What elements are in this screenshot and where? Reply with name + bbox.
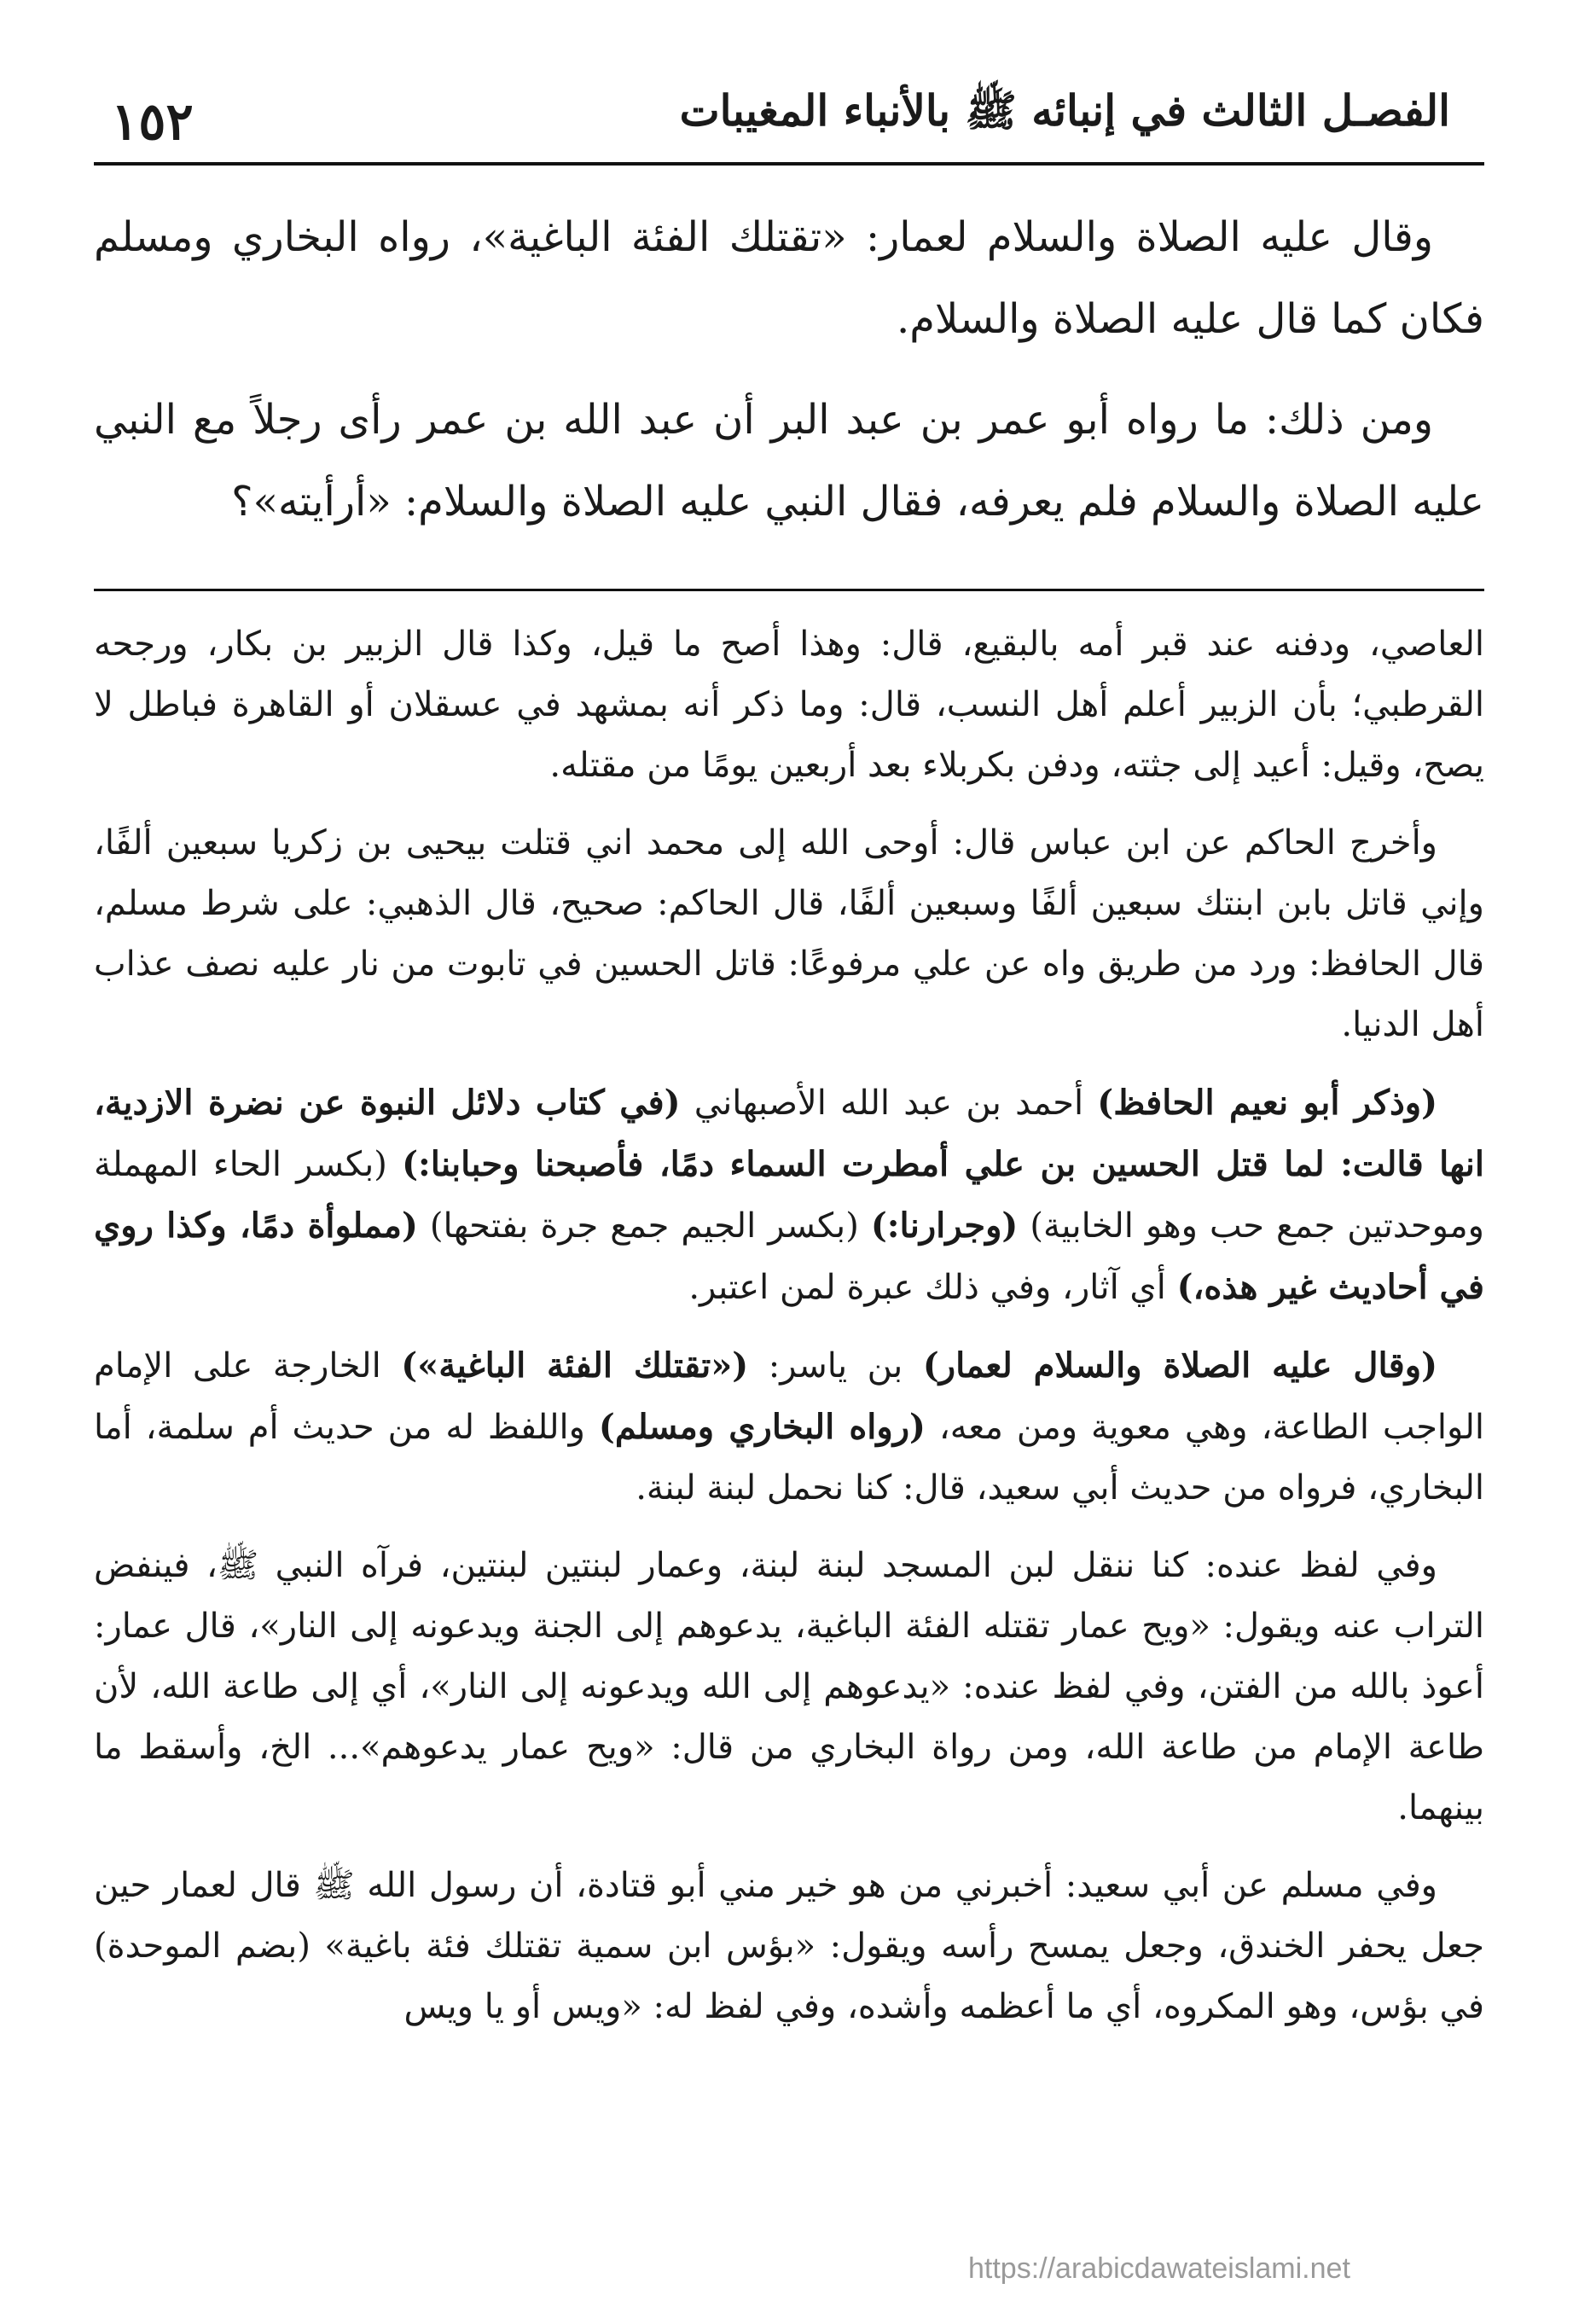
plain-text: الخارجة على الإمام الواجب الطاعة، وهي معوية ومن معه، [94, 1346, 1485, 1447]
plain-text: (بكسر الجيم جمع جرة بفتحها) [417, 1206, 871, 1246]
website-watermark: https://arabicdawateislami.net [968, 2252, 1350, 2285]
plain-text: أي آثار، وفي ذلك عبرة لمن اعتبر. [688, 1268, 1177, 1307]
commentary-paragraph-1: العاصي، ودفنه عند قبر أمه بالبقيع، قال: وهذا أصح ما قيل، وكذا قال الزبير بن بكار، ورجحه القرطبي؛ بأن الزبير أعلم أهل النسب، قال: وما ذكر أنه بمشهد في عسقلان أو القاهرة فباطل لا يصح، وقيل: أعيد إلى جثته، ودفن بكربلاء بعد أربعين يومًا من مقتله. [94, 625, 1484, 785]
plain-text: (بكسر الحاء المهملة وموحدتين جمع حب وهو الخابية) [94, 1145, 1484, 1246]
commentary-paragraph-5: وفي لفظ عنده: كنا ننقل لبن المسجد لبنة لبنة، وعمار لبنتين لبنتين، فرآه النبي ﷺ، فينفض التراب عنه ويقول: «ويح عمار تقتله الفئة الباغية، يدعوهم إلى الجنة ويدعونه إلى النار»، قال عمار: أعوذ بالله من الفتن، وفي لفظ عنده: «يدعوهم إلى الله ويدعونه إلى النار»، أي إلى طاعة الله، لأن طاعة الإمام من طاعة الله، ومن رواة البخاري من قال: «ويح عمار يدعوهم»... الخ، وأسقط ما بينهما. [94, 1546, 1485, 1827]
bold-quote: (وجرارنا:) [870, 1206, 1019, 1246]
main-paragraph-2: ومن ذلك: ما رواه أبو عمر بن عبد البر أن عبد الله بن عمر رأى رجلاً مع النبي عليه الصلاة والسلام فلم يعرفه، فقال النبي عليه الصلاة والسلام: «أرأيته»؟ [94, 396, 1484, 526]
bold-quote: (مملوأة دمًا، وكذا روي في أحاديث غير هذه،) [94, 1206, 1484, 1307]
main-paragraph-1: وقال عليه الصلاة والسلام لعمار: «تقتلك الفئة الباغية»، رواه البخاري ومسلم فكان كما قال عليه الصلاة والسلام. [94, 213, 1484, 343]
footnote-divider [94, 589, 1484, 591]
bold-quote: (رواه البخاري ومسلم) [598, 1407, 926, 1447]
plain-text: بن ياسر: [748, 1346, 923, 1386]
page-header [94, 68, 1484, 166]
commentary-paragraph-4 [94, 1335, 1484, 1519]
bold-quote: (في كتاب دلائل النبوة عن نضرة الازدية، انها قالت: لما قتل الحسين بن علي أمطرت السماء دمًا، فأصبحنا وحبابنا:) [94, 1083, 1484, 1184]
bold-quote: (وقال عليه الصلاة والسلام لعمار) [922, 1345, 1437, 1386]
bold-quote: (وذكر أبو نعيم الحافظ) [1097, 1083, 1438, 1123]
plain-text: أحمد بن عبد الله الأصبهاني [680, 1084, 1098, 1123]
plain-text: واللفظ له من حديث أم سلمة، أما البخاري، فرواه من حديث أبي سعيد، قال: كنا نحمل لبنة لبنة. [94, 1408, 1484, 1508]
main-text [94, 196, 1484, 561]
commentary-paragraph-6: وفي مسلم عن أبي سعيد: أخبرني من هو خير مني أبو قتادة، أن رسول الله ﷺ قال لعمار حين جعل يحفر الخندق، وجعل يمسح رأسه ويقول: «بؤس ابن سمية تقتلك فئة باغية» (بضم الموحدة) في بؤس، وهو المكروه، أي ما أعظمه وأشده، وفي لفظ له: «ويس أو يا ويس [94, 1866, 1484, 2026]
commentary-paragraph-3 [94, 1072, 1484, 1318]
bold-quote: («تقتلك الفئة الباغية») [401, 1345, 749, 1386]
page-number: ١٥٢ [111, 92, 194, 152]
commentary-section [94, 614, 1484, 2054]
chapter-title: الفصـل الثالث في إنبائه ﷺ بالأنباء المغيبات [679, 85, 1450, 136]
commentary-paragraph-2: وأخرج الحاكم عن ابن عباس قال: أوحى الله إلى محمد اني قتلت بيحيى بن زكريا سبعين ألفًا، وإني قاتل بابن ابنتك سبعين ألفًا وسبعين ألفًا، قال الحاكم: صحيح، قال الذهبي: على شرط مسلم، قال الحافظ: ورد من طريق واه عن علي مرفوعًا: قاتل الحسين في تابوت من نار عليه نصف عذاب أهل الدنيا. [94, 823, 1484, 1044]
book-page [94, 51, 1484, 2286]
